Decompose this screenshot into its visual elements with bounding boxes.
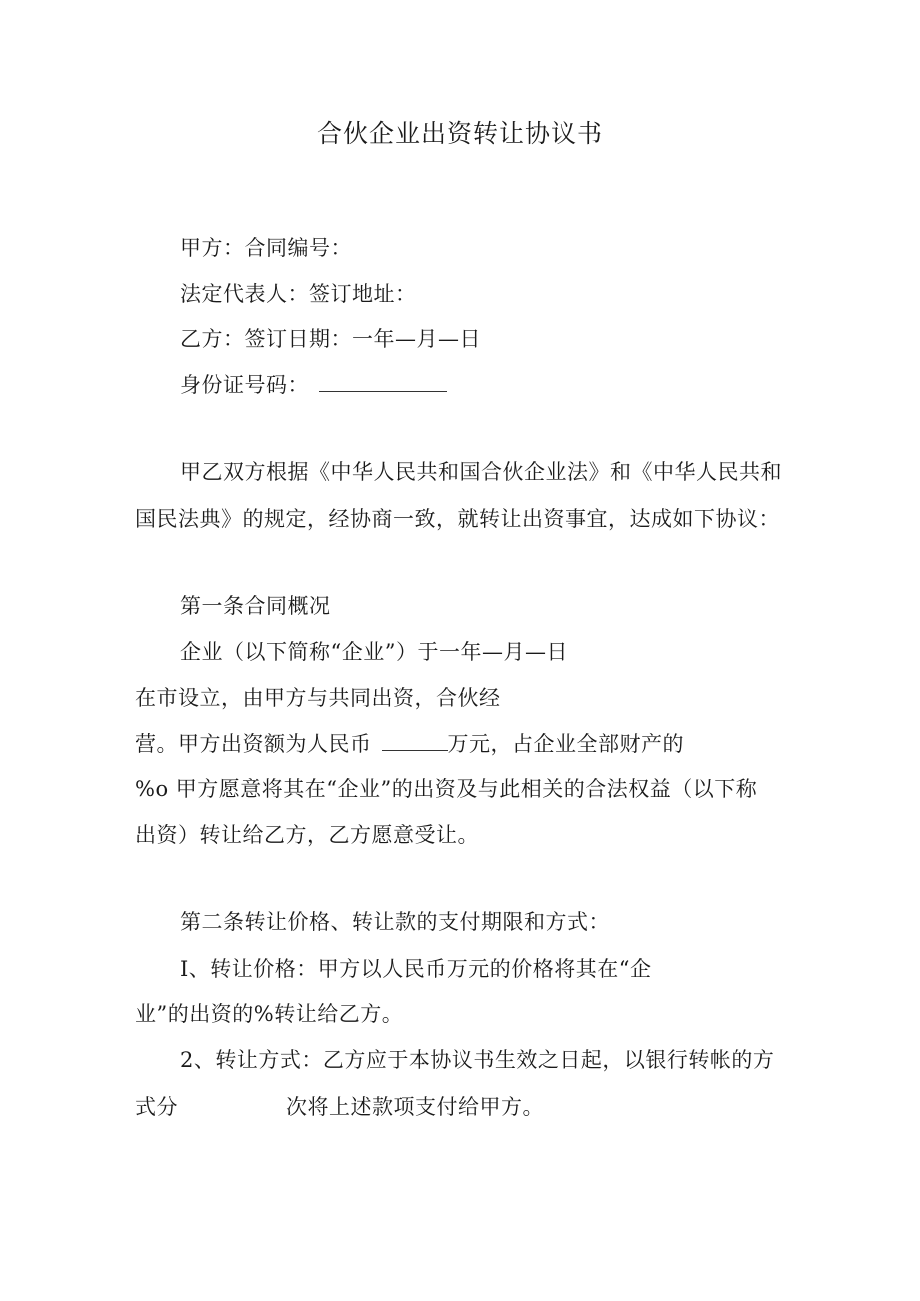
article-1-line-3 bbox=[135, 730, 684, 758]
legal-rep-sign-address-line: 法定代表人：签订地址： bbox=[180, 282, 417, 306]
party-b-sign-date-line: 乙方：签订日期：一年—月—日 bbox=[180, 327, 481, 351]
party-a-contract-number-line: 甲方：合同编号： bbox=[180, 236, 352, 260]
article-2-item-2-line-2-end: 次将上述款项支付给甲方。 bbox=[286, 1095, 544, 1119]
article-2-item-2-line-1: 2、转让方式：乙方应于本协议书生效之日起，以银行转帐的方 bbox=[180, 1048, 775, 1072]
amount-blank bbox=[382, 730, 448, 751]
article-1-heading: 第一条合同概况 bbox=[180, 594, 331, 618]
article-1-line-4: %o 甲方愿意将其在“企业”的出资及与此相关的合法权益（以下称 bbox=[135, 777, 758, 801]
id-number-blank bbox=[319, 371, 447, 392]
article-2-item-2-line-2-start: 式分 bbox=[135, 1095, 178, 1119]
article-1-line-3-start: 营。甲方出资额为人民币 bbox=[135, 732, 372, 756]
article-2-item-1-line-1: I、转让价格：甲方以人民币万元的价格将其在“企 bbox=[180, 957, 652, 981]
article-1-line-2: 在市设立，由甲方与共同出资，合伙经 bbox=[135, 686, 501, 710]
article-2-item-1-line-2: 业”的出资的%转让给乙方。 bbox=[135, 1002, 404, 1026]
article-1-line-5: 出资）转让给乙方，乙方愿意受让。 bbox=[135, 823, 479, 847]
article-1-line-1: 企业（以下简称“企业”）于一年—月—日 bbox=[180, 640, 568, 664]
article-1-line-3-end: 万元，占企业全部财产的 bbox=[447, 732, 684, 756]
preamble-line-2: 国民法典》的规定，经协商一致，就转让出资事宜，达成如下协议： bbox=[135, 507, 780, 531]
article-2-item-2-line-2 bbox=[135, 1093, 544, 1121]
id-number-label: 身份证号码： bbox=[180, 373, 309, 397]
id-number-line bbox=[180, 371, 447, 399]
article-2-heading: 第二条转让价格、转让款的支付期限和方式： bbox=[180, 910, 610, 934]
document-title: 合伙企业出资转让协议书 bbox=[316, 119, 603, 148]
preamble-line-1: 甲乙双方根据《中华人民共和国合伙企业法》和《中华人民共和 bbox=[180, 460, 782, 484]
